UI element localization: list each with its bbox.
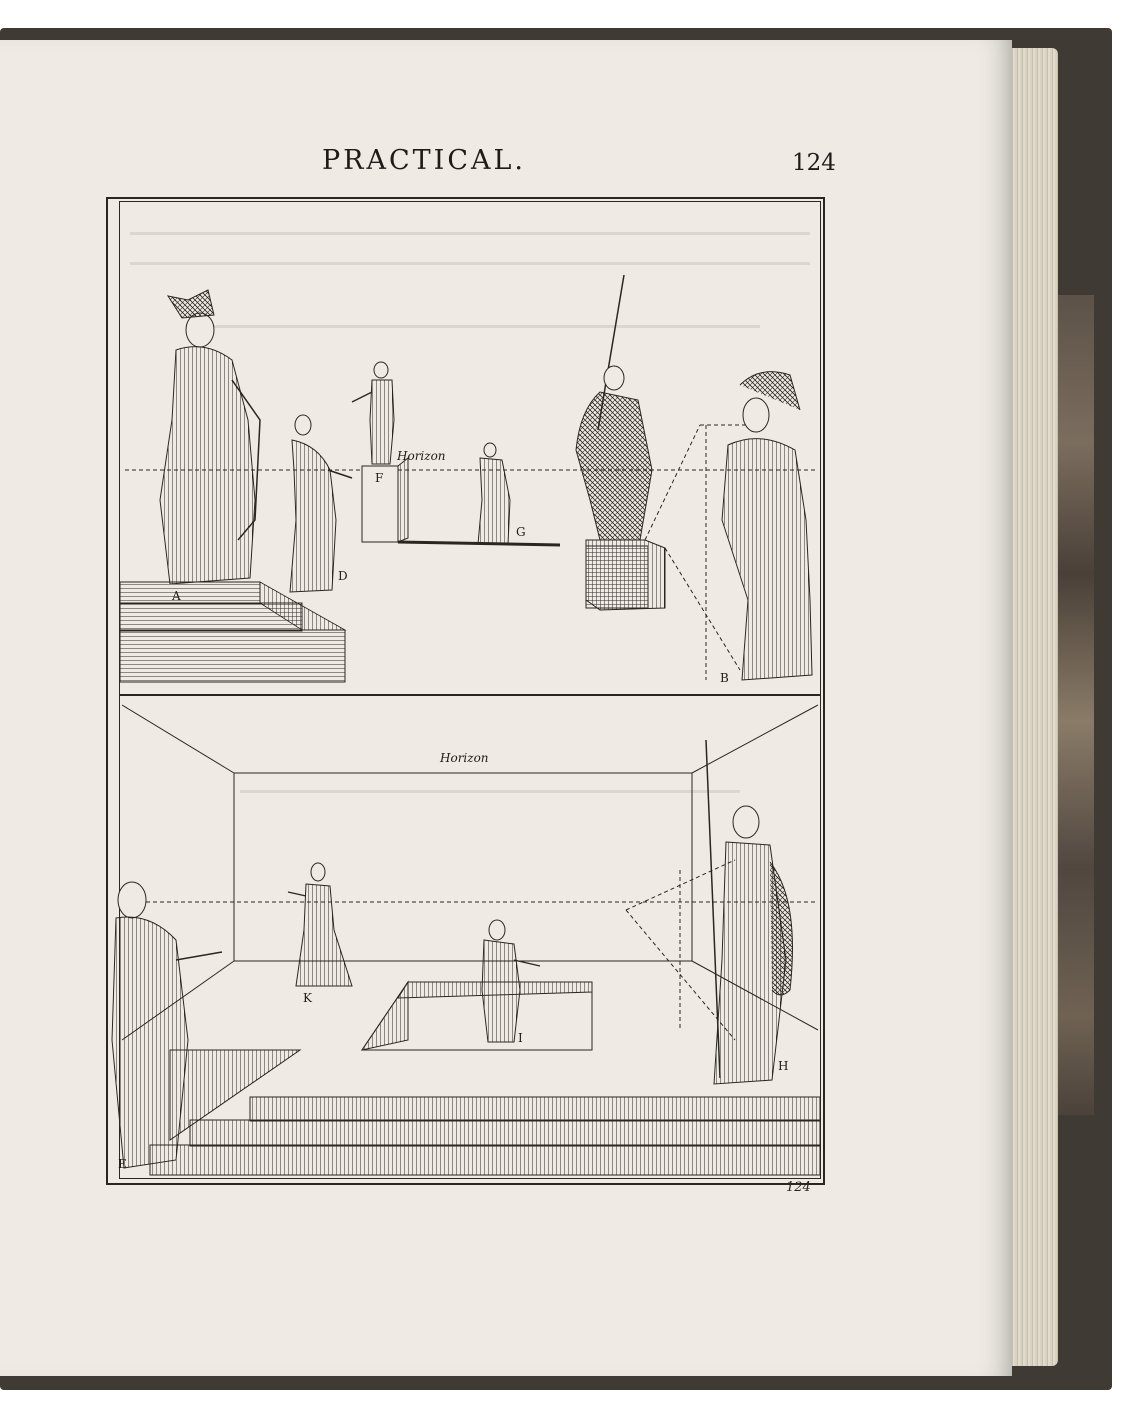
statue-b-figure (722, 372, 812, 680)
sunken-pit (362, 982, 592, 1050)
label-f: F (375, 471, 384, 485)
label-k: K (303, 991, 312, 1005)
statue-f-pedestal (362, 458, 560, 545)
horizon-label-top: Horizon (397, 449, 446, 463)
bottom-panel (112, 705, 820, 1175)
top-panel (120, 275, 815, 685)
stepped-pedestal-a (120, 582, 345, 682)
horizon-label-bottom: Horizon (440, 751, 489, 765)
label-i: I (518, 1031, 523, 1045)
page-number: 124 (792, 150, 836, 176)
label-b: B (720, 671, 729, 685)
label-h: H (778, 1059, 789, 1073)
label-a: A (172, 589, 181, 603)
statue-d-figure (290, 415, 352, 592)
plate-number: 124 (786, 1180, 811, 1195)
label-d: D (338, 569, 348, 583)
statue-h-figure (706, 740, 793, 1084)
label-e: E (118, 1157, 127, 1171)
statue-k-figure (288, 863, 352, 986)
statue-f-figure (352, 362, 394, 464)
statue-g-figure (478, 443, 510, 544)
label-g: G (516, 525, 526, 539)
statue-with-spear (576, 275, 665, 610)
running-head: PRACTICAL. (322, 145, 526, 176)
statue-a-figure (160, 290, 260, 584)
